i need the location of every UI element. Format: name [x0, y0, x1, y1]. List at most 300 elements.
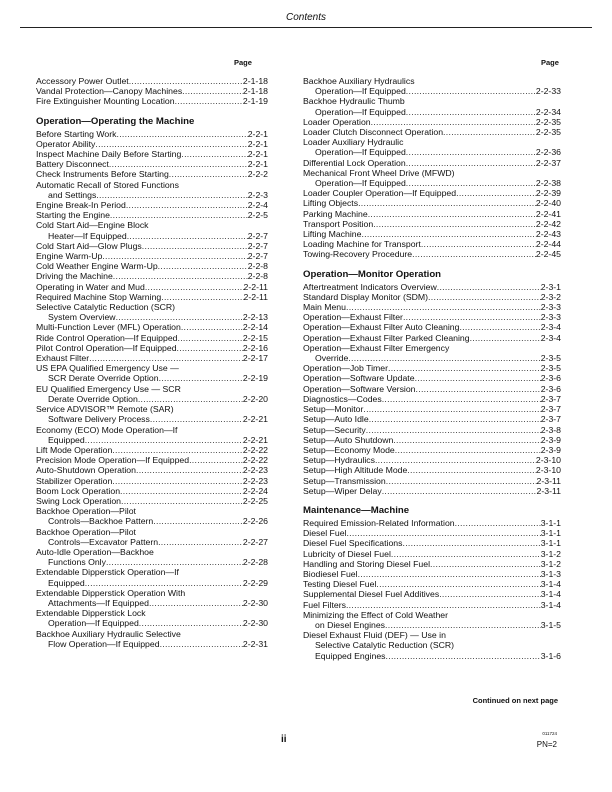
toc-entry-page: 2-3-8: [540, 424, 561, 435]
toc-entry-page: 2-2-3: [247, 189, 268, 200]
leader-dots: [415, 373, 541, 383]
leader-dots: [430, 559, 541, 569]
toc-section-heading: Maintenance—Machine: [303, 504, 410, 516]
leader-dots: [455, 518, 541, 528]
toc-entry-page: 2-2-1: [247, 159, 268, 170]
toc-entry-title: Engine Break-In Period: [36, 200, 126, 211]
leader-dots: [136, 465, 243, 475]
toc-entry[interactable]: [303, 292, 561, 302]
toc-entry[interactable]: [36, 343, 268, 353]
toc-entry-page: 3-1-2: [540, 548, 561, 559]
page-header: [20, 12, 592, 28]
toc-entry[interactable]: [303, 425, 561, 435]
leader-dots: [412, 249, 536, 259]
toc-entry-page: 2-2-21: [242, 434, 268, 445]
toc-left-column: [36, 76, 268, 649]
toc-entry[interactable]: [36, 149, 268, 159]
toc-entry-page: 2-3-11: [536, 485, 561, 496]
leader-dots: [406, 147, 536, 157]
leader-dots: [126, 200, 248, 210]
toc-entry-title: Diesel Fuel Specifications: [303, 538, 403, 549]
leader-dots: [371, 117, 536, 127]
toc-entry-title: Operating in Water and Mud: [36, 281, 145, 292]
toc-entry-page: 2-1-18: [242, 86, 268, 97]
toc-entry-page: 2-3-6: [540, 373, 561, 384]
toc-entry-page: 2-2-7: [247, 251, 268, 262]
page-column-label-right: Page: [541, 58, 559, 67]
page-column-label-left: Page: [234, 58, 252, 67]
toc-entry[interactable]: [303, 127, 561, 137]
toc-entry-title: Auto-Idle Operation—Backhoe: [36, 546, 154, 557]
leader-dots: [395, 445, 541, 455]
toc-entry-page: 2-2-13: [242, 312, 268, 323]
toc-entry[interactable]: [303, 343, 561, 363]
toc-entry[interactable]: [303, 249, 561, 259]
toc-entry-title: Equipped Engines: [315, 650, 386, 661]
toc-entry-title: EU Qualified Emergency Use — SCR: [36, 383, 181, 394]
leader-dots: [110, 210, 248, 220]
leader-dots: [443, 127, 536, 137]
leader-dots: [368, 209, 536, 219]
leader-dots: [161, 292, 243, 302]
document-code: 011724: [542, 731, 557, 736]
toc-entry-title: Towing-Recovery Procedure: [303, 249, 413, 260]
toc-entry[interactable]: [303, 435, 561, 445]
toc-entry-title: Backhoe Hydraulic Thumb: [303, 96, 405, 107]
toc-entry[interactable]: [36, 404, 268, 424]
toc-entry-title: Cold Weather Engine Warm-Up: [36, 261, 158, 272]
toc-entry[interactable]: [36, 261, 268, 271]
toc-entry[interactable]: [303, 188, 561, 198]
leader-dots: [116, 129, 247, 139]
leader-dots: [145, 282, 244, 292]
toc-entry[interactable]: [36, 363, 268, 383]
toc-entry[interactable]: [36, 251, 268, 261]
leader-dots: [382, 394, 541, 404]
toc-entry-title: Operation—Software Version: [303, 383, 416, 394]
toc-entry-title: Check Instruments Before Starting: [36, 169, 169, 180]
toc-entry[interactable]: [36, 322, 268, 332]
toc-entry-title: Required Emission-Related Information: [303, 517, 455, 528]
toc-entry-title: Driving the Machine: [36, 271, 113, 282]
toc-entry-title: Operation—Job Timer: [303, 363, 388, 374]
toc-entry-title: Loader Clutch Disconnect Operation: [303, 127, 444, 138]
toc-entry[interactable]: [303, 137, 561, 157]
toc-entry[interactable]: [36, 139, 268, 149]
toc-entry[interactable]: [303, 333, 561, 343]
toc-entry[interactable]: [303, 282, 561, 292]
toc-entry[interactable]: [303, 96, 561, 116]
toc-entry-page: 2-2-8: [247, 261, 268, 272]
toc-entry[interactable]: [303, 219, 561, 229]
leader-dots: [95, 139, 247, 149]
toc-entry-page: 2-3-7: [540, 404, 561, 415]
toc-entry-page: 2-3-7: [540, 414, 561, 425]
toc-entry[interactable]: [303, 209, 561, 219]
leader-dots: [153, 516, 243, 526]
toc-entry-page: 2-2-28: [242, 557, 268, 568]
toc-entry-page: 2-2-44: [535, 239, 561, 250]
toc-entry[interactable]: [36, 86, 268, 96]
leader-dots: [358, 569, 541, 579]
leader-dots: [391, 549, 541, 559]
leader-dots: [181, 149, 247, 159]
toc-entry[interactable]: [36, 567, 268, 587]
toc-entry[interactable]: [303, 312, 561, 322]
toc-entry-title: Boom Lock Operation: [36, 485, 121, 496]
leader-dots: [373, 219, 536, 229]
toc-entry-title: Starting the Engine: [36, 210, 110, 221]
leader-dots: [138, 394, 243, 404]
toc-entry-title: Backhoe Operation—Pilot: [36, 506, 136, 517]
leader-dots: [375, 455, 536, 465]
leader-dots: [113, 271, 248, 281]
toc-entry-title: Extendable Dipperstick Lock: [36, 608, 146, 619]
toc-entry-title: Backhoe Operation—Pilot: [36, 526, 136, 537]
toc-entry[interactable]: [36, 384, 268, 404]
toc-entry-title: Operation—Software Update: [303, 373, 415, 384]
leader-dots: [346, 302, 541, 312]
toc-entry-page: 3-1-3: [540, 568, 561, 579]
toc-entry-page: 2-2-25: [242, 495, 268, 506]
toc-entry[interactable]: [303, 610, 561, 630]
leader-dots: [175, 96, 243, 106]
toc-entry-title: Operation—Exhaust Filter Emergency: [303, 342, 450, 353]
toc-entry[interactable]: [36, 282, 268, 292]
leader-dots: [406, 178, 536, 188]
leader-dots: [139, 618, 243, 628]
toc-entry-title: Operation—If Equipped: [48, 618, 139, 629]
toc-entry-title: Override: [315, 353, 349, 364]
toc-entry-page: 3-1-1: [540, 517, 561, 528]
toc-entry[interactable]: [303, 465, 561, 475]
toc-entry-page: 3-1-2: [540, 558, 561, 569]
leader-dots: [158, 537, 243, 547]
leader-dots: [369, 414, 541, 424]
toc-entry-title: Loader Operation: [303, 116, 371, 127]
toc-entry[interactable]: [303, 384, 561, 394]
toc-entry-page: 2-2-8: [247, 271, 268, 282]
leader-dots: [142, 241, 248, 251]
leader-dots: [439, 589, 541, 599]
toc-entry[interactable]: [303, 414, 561, 424]
toc-entry-title: Controls—Backhoe Pattern: [48, 516, 154, 527]
toc-entry[interactable]: [303, 404, 561, 414]
toc-entry-title: Setup—Hydraulics: [303, 455, 375, 466]
toc-entry[interactable]: [303, 476, 561, 486]
toc-entry-page: 2-3-5: [540, 363, 561, 374]
toc-entry-title: Stabilizer Operation: [36, 475, 113, 486]
toc-entry[interactable]: [36, 129, 268, 139]
toc-entry[interactable]: [36, 159, 268, 169]
toc-entry-title: Equipped: [48, 434, 85, 445]
toc-entry-title: Economy (ECO) Mode Operation—If: [36, 424, 178, 435]
toc-entry[interactable]: [36, 292, 268, 302]
toc-entry-page: 2-1-18: [242, 76, 268, 86]
toc-entry-page: 2-2-29: [242, 577, 268, 588]
toc-entry-page: 3-1-6: [540, 650, 561, 661]
toc-entry-page: 2-2-15: [242, 332, 268, 343]
toc-entry[interactable]: [36, 333, 268, 343]
toc-entry-page: 2-2-33: [535, 86, 561, 97]
toc-entry[interactable]: [36, 180, 268, 200]
toc-entry-title: Biodiesel Fuel: [303, 568, 358, 579]
toc-entry-page: 2-3-4: [540, 332, 561, 343]
toc-right-column: [303, 76, 561, 661]
toc-entry[interactable]: [36, 169, 268, 179]
toc-entry-title: Diesel Fuel: [303, 528, 347, 539]
toc-entry-title: Engine Warm-Up: [36, 251, 103, 262]
toc-entry[interactable]: [303, 549, 561, 559]
toc-entry-title: Lifting Objects: [303, 198, 359, 209]
leader-dots: [129, 76, 243, 86]
toc-entry-title: Setup—Wiper Delay: [303, 485, 382, 496]
toc-entry[interactable]: [36, 547, 268, 567]
toc-entry-title: Before Starting Work: [36, 128, 117, 139]
leader-dots: [459, 322, 540, 332]
leader-dots: [437, 282, 541, 292]
leader-dots: [102, 251, 247, 261]
toc-entry[interactable]: [303, 579, 561, 589]
leader-dots: [109, 159, 248, 169]
toc-entry-title: Controls—Excavator Pattern: [48, 536, 159, 547]
toc-entry-page: 2-3-2: [540, 291, 561, 302]
toc-entry-page: 2-2-34: [535, 106, 561, 117]
toc-entry-page: 2-2-23: [242, 475, 268, 486]
toc-entry-title: Parking Machine: [303, 208, 368, 219]
leader-dots: [382, 486, 537, 496]
toc-entry-title: on Diesel Engines: [315, 619, 386, 630]
toc-entry-page: 2-2-35: [535, 116, 561, 127]
leader-dots: [177, 343, 243, 353]
leader-dots: [386, 476, 537, 486]
toc-entry-title: Setup—Security: [303, 424, 366, 435]
toc-entry-title: Service ADVISOR™ Remote (SAR): [36, 404, 174, 415]
leader-dots: [416, 384, 541, 394]
toc-entry[interactable]: [36, 302, 268, 322]
leader-dots: [406, 107, 536, 117]
toc-entry-page: 3-1-4: [540, 579, 561, 590]
toc-entry-title: Flow Operation—If Equipped: [48, 638, 160, 649]
leader-dots: [181, 322, 243, 332]
leader-dots: [106, 557, 243, 567]
toc-entry[interactable]: [303, 528, 561, 538]
toc-entry-title: System Overview: [48, 312, 116, 323]
toc-entry-page: 2-3-11: [536, 475, 561, 486]
leader-dots: [456, 188, 536, 198]
toc-entry[interactable]: [303, 569, 561, 579]
toc-entry[interactable]: [36, 588, 268, 608]
continued-note: Continued on next page: [472, 696, 558, 705]
toc-entry-title: Multi-Function Lever (MFL) Operation: [36, 322, 181, 333]
toc-entry-title: Operation—If Equipped: [315, 86, 406, 97]
toc-entry[interactable]: [36, 608, 268, 628]
toc-entry[interactable]: [303, 363, 561, 373]
toc-entry-title: Inspect Machine Daily Before Starting: [36, 149, 182, 160]
toc-entry-title: Main Menu: [303, 302, 346, 313]
toc-entry-title: Software Delivery Process: [48, 414, 150, 425]
toc-entry[interactable]: [36, 455, 268, 465]
toc-entry[interactable]: [303, 373, 561, 383]
toc-entry[interactable]: [36, 271, 268, 281]
toc-entry-page: 2-2-43: [535, 229, 561, 240]
toc-entry[interactable]: [36, 476, 268, 486]
leader-dots: [182, 86, 243, 96]
toc-entry[interactable]: [303, 229, 561, 239]
toc-entry-page: 2-2-37: [535, 157, 561, 168]
toc-entry-page: 2-2-27: [242, 536, 268, 547]
page-number: ii: [281, 734, 287, 745]
leader-dots: [386, 651, 541, 661]
toc-entry[interactable]: [36, 210, 268, 220]
toc-entry-page: 2-2-11: [243, 291, 268, 302]
leader-dots: [358, 198, 536, 208]
toc-entry[interactable]: [303, 76, 561, 96]
toc-entry[interactable]: [303, 168, 561, 188]
leader-dots: [428, 292, 541, 302]
toc-entry-page: 2-3-9: [540, 434, 561, 445]
toc-entry-title: Handling and Storing Diesel Fuel: [303, 558, 431, 569]
toc-entry-title: Auto-Shutdown Operation: [36, 465, 136, 476]
toc-entry[interactable]: [36, 425, 268, 445]
toc-entry-page: 2-2-20: [242, 393, 268, 404]
toc-entry-page: 3-1-4: [540, 589, 561, 600]
toc-entry-title: Operation—If Equipped: [315, 106, 406, 117]
toc-entry-title: Transport Position: [303, 218, 374, 229]
leader-dots: [112, 476, 243, 486]
toc-entry-page: 2-2-19: [242, 373, 268, 384]
toc-entry-page: 3-1-5: [540, 619, 561, 630]
leader-dots: [178, 333, 243, 343]
toc-entry[interactable]: [36, 76, 268, 86]
toc-entry[interactable]: [303, 302, 561, 312]
toc-entry-page: 3-1-1: [540, 538, 561, 549]
toc-entry-title: Diesel Exhaust Fluid (DEF) — Use in: [303, 630, 446, 641]
toc-entry-page: 2-2-24: [242, 485, 268, 496]
toc-entry-title: Operation—If Equipped: [315, 147, 406, 158]
toc-entry-title: and Settings: [48, 189, 97, 200]
toc-entry-page: 2-2-38: [535, 178, 561, 189]
toc-entry-title: Selective Catalytic Reduction (SCR): [36, 302, 176, 313]
toc-entry-title: Selective Catalytic Reduction (SCR): [315, 640, 455, 651]
leader-dots: [85, 435, 243, 445]
toc-entry-title: Loader Auxiliary Hydraulic: [303, 137, 404, 148]
toc-entry[interactable]: [36, 527, 268, 547]
toc-entry-title: Supplemental Diesel Fuel Additives: [303, 589, 440, 600]
toc-entry-page: 2-2-23: [242, 465, 268, 476]
toc-entry[interactable]: [303, 486, 561, 496]
leader-dots: [363, 404, 540, 414]
leader-dots: [127, 231, 248, 241]
toc-entry[interactable]: [36, 465, 268, 475]
toc-entry[interactable]: [303, 445, 561, 455]
toc-entry-title: Loading Machine for Transport: [303, 239, 421, 250]
toc-entry-page: 2-2-14: [242, 322, 268, 333]
toc-entry[interactable]: [303, 630, 561, 661]
toc-entry[interactable]: [303, 158, 561, 168]
toc-entry[interactable]: [36, 353, 268, 363]
toc-entry[interactable]: [36, 241, 268, 251]
toc-entry-page: 2-2-31: [242, 638, 268, 649]
leader-dots: [169, 169, 248, 179]
toc-entry[interactable]: [303, 589, 561, 599]
toc-entry-page: 2-2-7: [247, 230, 268, 241]
toc-entry-title: Precision Mode Operation—If Equipped: [36, 455, 190, 466]
toc-entry[interactable]: [303, 117, 561, 127]
toc-entry[interactable]: [36, 486, 268, 496]
leader-dots: [402, 538, 540, 548]
toc-entry[interactable]: [303, 198, 561, 208]
leader-dots: [150, 414, 243, 424]
toc-entry[interactable]: [303, 455, 561, 465]
toc-entry-title: Cold Start Aid—Glow Plugs: [36, 240, 142, 251]
toc-entry-page: 3-1-1: [540, 528, 561, 539]
toc-entry-title: Extendable Dipperstick Operation—If: [36, 567, 179, 578]
toc-entry[interactable]: [36, 200, 268, 210]
toc-entry-title: Functions Only: [48, 557, 106, 568]
toc-entry-page: 2-2-30: [242, 618, 268, 629]
toc-entry-page: 2-3-9: [540, 444, 561, 455]
leader-dots: [421, 239, 536, 249]
toc-entry-title: Accessory Power Outlet: [36, 76, 129, 86]
toc-entry-title: Heater—If Equipped: [48, 230, 127, 241]
toc-entry-title: Differential Lock Operation: [303, 157, 406, 168]
leader-dots: [406, 86, 536, 96]
toc-entry-title: Attachments—If Equipped: [48, 597, 149, 608]
toc-entry-page: 2-3-6: [540, 383, 561, 394]
toc-entry[interactable]: [303, 394, 561, 404]
toc-entry-title: Swing Lock Operation: [36, 495, 121, 506]
toc-entry-title: Diagnostics—Codes: [303, 393, 382, 404]
header-title: Contents: [285, 12, 327, 23]
leader-dots: [158, 261, 248, 271]
toc-entry-title: Setup—Transmission: [303, 475, 386, 486]
toc-entry-page: 2-3-10: [535, 455, 561, 466]
toc-entry-page: 2-3-5: [540, 353, 561, 364]
toc-entry-title: Aftertreatment Indicators Overview: [303, 281, 437, 292]
leader-dots: [85, 578, 243, 588]
toc-entry[interactable]: [303, 322, 561, 332]
toc-entry-page: 2-2-17: [242, 353, 268, 364]
toc-entry[interactable]: [36, 96, 268, 106]
toc-entry-title: Operation—Exhaust Filter Auto Cleaning: [303, 322, 460, 333]
leader-dots: [346, 600, 541, 610]
leader-dots: [160, 639, 243, 649]
toc-entry[interactable]: [36, 629, 268, 649]
toc-entry-page: 2-3-10: [535, 465, 561, 476]
toc-entry-page: 2-2-7: [247, 240, 268, 251]
toc-entry[interactable]: [36, 506, 268, 526]
toc-entry[interactable]: [36, 496, 268, 506]
toc-entry-page: 2-2-22: [242, 455, 268, 466]
toc-entry-page: 2-2-39: [535, 188, 561, 199]
toc-entry[interactable]: [303, 518, 561, 528]
toc-entry[interactable]: [303, 538, 561, 548]
leader-dots: [406, 158, 536, 168]
toc-entry[interactable]: [36, 445, 268, 455]
leader-dots: [470, 333, 541, 343]
leader-dots: [96, 190, 247, 200]
toc-entry[interactable]: [36, 220, 268, 240]
toc-entry[interactable]: [303, 600, 561, 610]
toc-entry-title: Cold Start Aid—Engine Block: [36, 220, 149, 231]
toc-entry-title: Minimizing the Effect of Cold Weather: [303, 609, 449, 620]
toc-entry-title: Setup—Monitor: [303, 404, 364, 415]
toc-entry[interactable]: [303, 239, 561, 249]
toc-entry-title: Equipped: [48, 577, 85, 588]
toc-entry[interactable]: [303, 559, 561, 569]
toc-entry-title: Standard Display Monitor (SDM): [303, 291, 429, 302]
